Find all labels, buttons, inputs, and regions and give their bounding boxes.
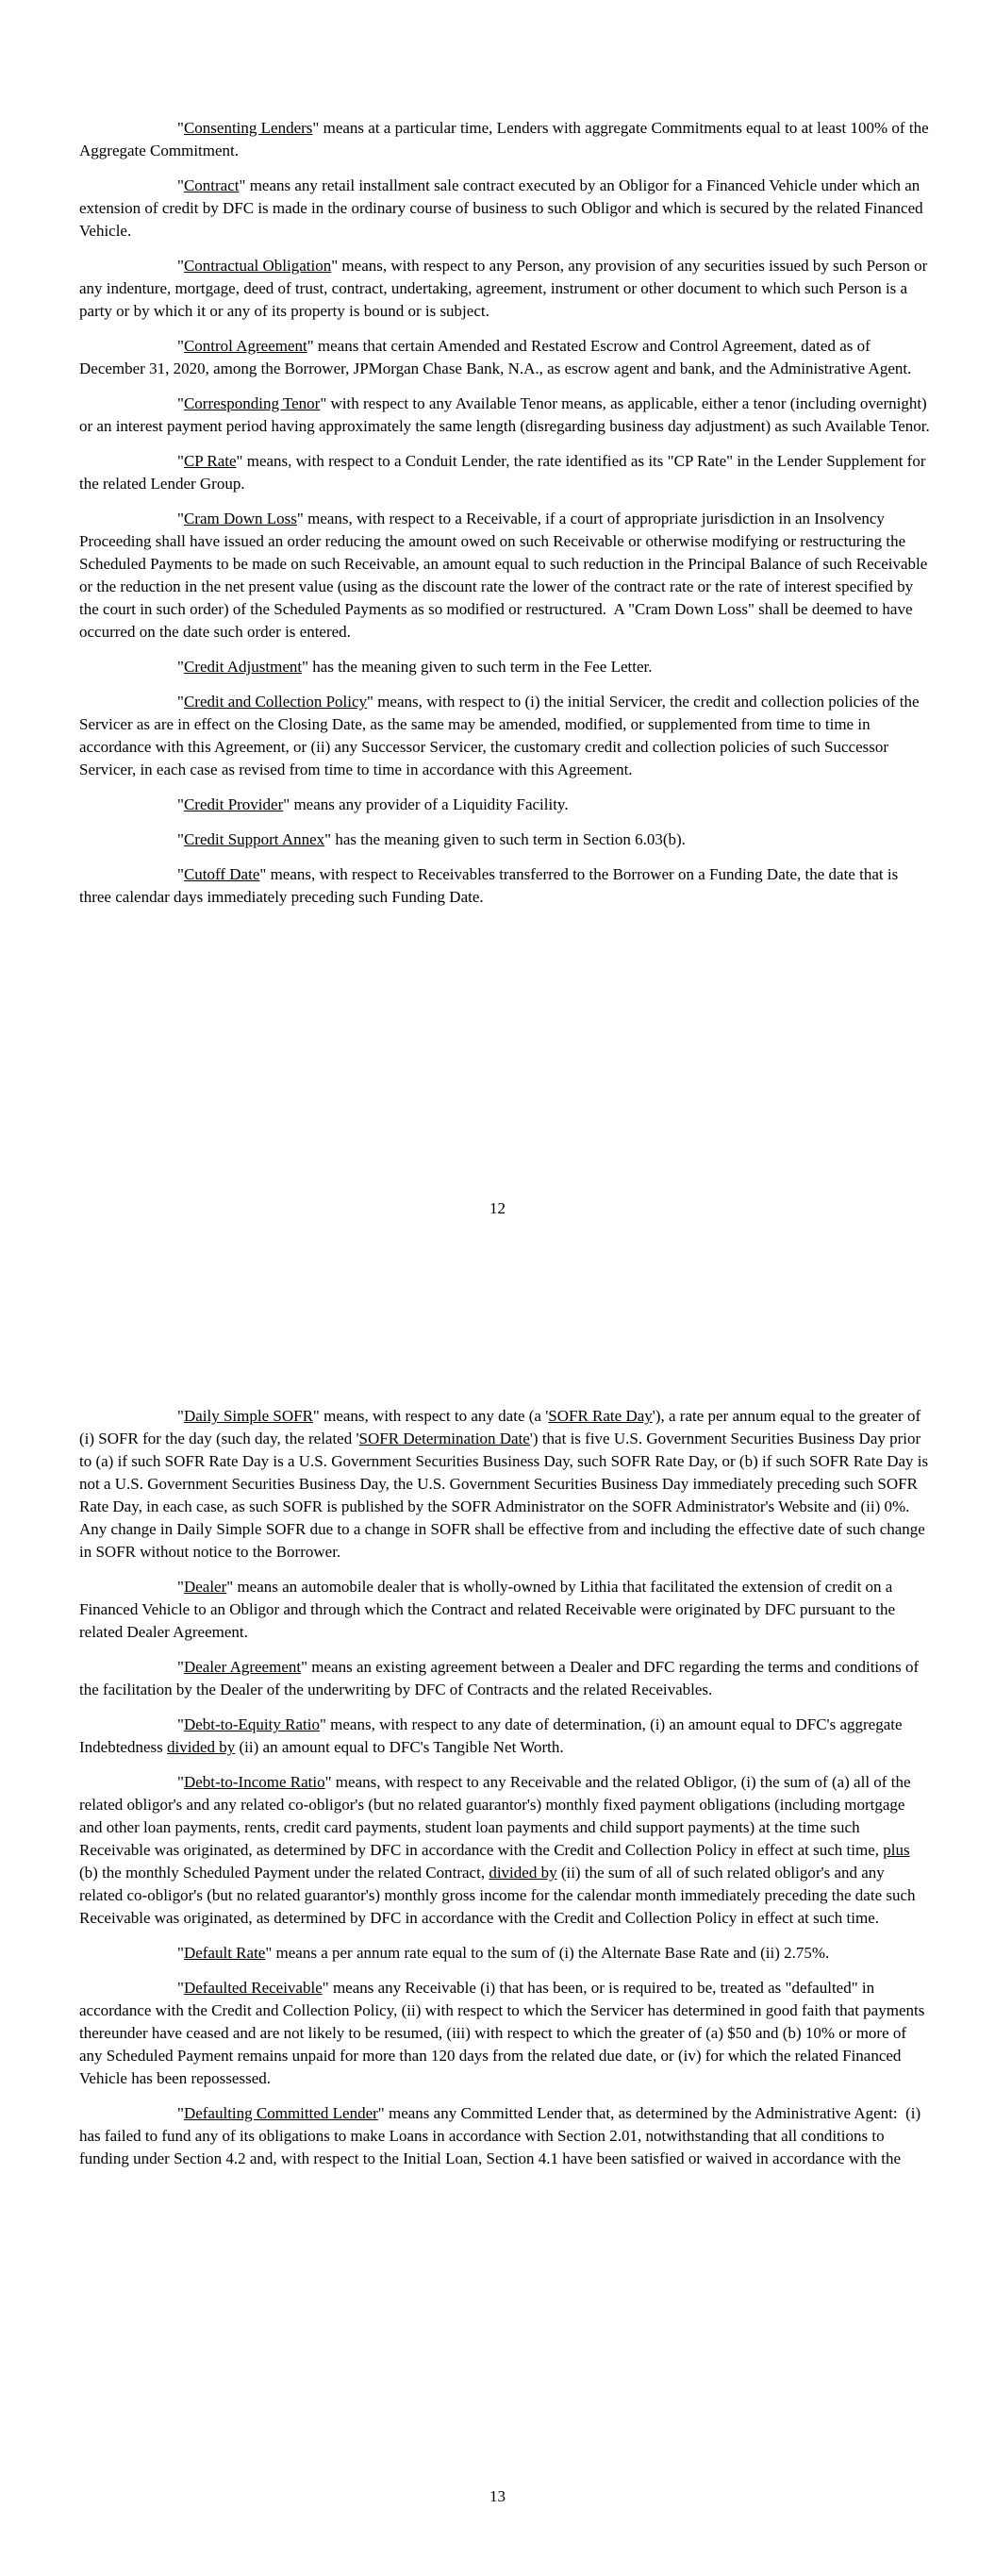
paragraph-text: "	[177, 337, 184, 355]
defined-term: Consenting Lenders	[183, 119, 313, 137]
paragraph-text: "	[177, 1944, 184, 1962]
defined-term: Dealer Agreement	[183, 1658, 302, 1676]
paragraph-text: "	[177, 795, 184, 813]
definition-paragraph	[79, 2102, 931, 2170]
definition-paragraph	[79, 1977, 931, 2090]
definition-paragraph	[79, 1942, 931, 1965]
paragraph-text: "	[177, 2104, 184, 2122]
paragraph-text: " means an automobile dealer that is wholly-owned by Lithia that facilitated the extension of credit on a Financed Vehicle to an Obligor and through which the Contract and related Receivable were originated by DFC pursuant to the related Dealer Agreement.	[79, 1578, 900, 1641]
definition-paragraph	[79, 691, 931, 781]
paragraph-text: '), a rate per annum equal to the greater of (i) SOFR for the day (such day, the related '	[79, 1407, 925, 1447]
paragraph-text: " means, with respect to a Conduit Lender, the rate identified as its "CP Rate" in the Lender Supplement for the related Lender Group.	[79, 452, 930, 493]
paragraph-text: " means at a particular time, Lenders with aggregate Commitments equal to at least 100% of the Aggregate Commitment.	[79, 119, 932, 159]
paragraph-text: (ii) an amount equal to DFC's Tangible Net Worth.	[235, 1738, 564, 1756]
definition-paragraph	[79, 393, 931, 438]
defined-term: Credit Adjustment	[183, 658, 303, 676]
paragraph-text: " means any Receivable (i) that has been, or is required to be, treated as "defaulted" in accordance with the Credit and Collection Policy, (ii) with respect to which the Servicer has determined in good faith that payments thereunder have ceased and are not likely to be resumed, (iii) with respect to which the greater of (a) $50 and (b) 10% or more of any Scheduled Payment remains unpaid for more than 120 days from the related due date, or (iv) for which the related Financed Vehicle has been repossessed.	[79, 1979, 929, 2087]
definition-paragraph	[79, 794, 931, 816]
paragraph-text: " means, with respect to any Person, any provision of any securities issued by such Person or any indenture, mortgage, deed of trust, contract, undertaking, agreement, instrument or other document to which such Person is a party or by which it or any of its property is bound or is subject.	[79, 257, 932, 320]
paragraph-text: " means any Committed Lender that, as determined by the Administrative Agent: (i) has failed to fund any of its obligations to make Loans in accordance with Section 2.01, notwithstanding that all conditions to funding under Section 4.2 and, with respect to the Initial Loan, Section 4.1 have been satisfied or waived in accordance with the	[79, 2104, 925, 2167]
definition-paragraph	[79, 828, 931, 851]
defined-term: Dealer	[183, 1578, 227, 1596]
defined-term: Daily Simple SOFR	[183, 1407, 313, 1425]
paragraph-text: " means, with respect to Receivables transferred to the Borrower on a Funding Date, the date that is three calendar days immediately preceding such Funding Date.	[79, 865, 903, 906]
defined-term: CP Rate	[183, 452, 237, 470]
defined-term: Credit and Collection Policy	[183, 693, 368, 711]
definition-paragraph	[79, 863, 931, 909]
paragraph-text: (b) the monthly Scheduled Payment under the related Contract,	[79, 1841, 914, 1882]
paragraph-text: (ii) the sum of all of such related obligor's and any related co-obligor's (but no related guarantor's) monthly gross income for the calendar month immediately preceding the date such Receivable was originated, as determined by DFC in accordance with the Credit and Collection Policy in effect at such time.	[79, 1864, 920, 1927]
paragraph-text: "	[177, 176, 184, 194]
paragraph-text: " means, with respect to a Receivable, if a court of appropriate jurisdiction in an Insolvency Proceeding shall have issued an order reducing the amount owed on such Receivable or otherwise modifying or restructuring the Scheduled Payments to be made on such Receivable, an amount equal to such reduction in the Principal Balance of such Receivable or the reduction in the net present value (using as the discount rate the lower of the contract rate or the rate of interest specified by the court in such order) of the Scheduled Payments as so modified or restructured. A "Cram Down Loss" shall be deemed to have occurred on the date such order is entered.	[79, 510, 932, 641]
paragraph-text: "	[177, 452, 184, 470]
paragraph-text: " means a per annum rate equal to the sum of (i) the Alternate Base Rate and (ii) 2.75%.	[265, 1944, 830, 1962]
defined-term: Contractual Obligation	[183, 257, 332, 275]
paragraph-text: "	[177, 693, 184, 711]
defined-term: SOFR Determination Date	[358, 1430, 530, 1447]
paragraph-text: "	[177, 830, 184, 848]
defined-term: Credit Provider	[183, 795, 284, 813]
paragraph-text: "	[177, 510, 184, 527]
paragraph-text: "	[177, 865, 184, 883]
definition-paragraph	[79, 1405, 931, 1564]
defined-term: Contract	[183, 176, 240, 194]
paragraph-text: " has the meaning given to such term in the Fee Letter.	[302, 658, 653, 676]
defined-term: SOFR Rate Day	[548, 1407, 653, 1425]
paragraph-text: " has the meaning given to such term in Section 6.03(b).	[324, 830, 686, 848]
paragraph-text: " means that certain Amended and Restated Escrow and Control Agreement, dated as of December 31, 2020, among the Borrower, JPMorgan Chase Bank, N.A., as escrow agent and bank, and the Administrative Agent.	[79, 337, 912, 377]
paragraph-text: "	[177, 1578, 184, 1596]
document-page	[0, 1288, 995, 2576]
defined-term: Cutoff Date	[183, 865, 260, 883]
paragraph-text: " means any provider of a Liquidity Facility.	[283, 795, 569, 813]
definition-paragraph	[79, 1714, 931, 1759]
definition-paragraph	[79, 255, 931, 323]
definition-paragraph	[79, 1656, 931, 1701]
page-number: 12	[489, 1199, 506, 1217]
defined-term: divided by	[167, 1738, 236, 1756]
defined-term: divided by	[489, 1864, 557, 1882]
paragraph-text: "	[177, 257, 184, 275]
paragraph-text: " means, with respect to any date (a '	[312, 1407, 549, 1425]
defined-term: Debt-to-Equity Ratio	[183, 1715, 320, 1733]
definition-paragraph	[79, 117, 931, 162]
paragraph-text: " means an existing agreement between a Dealer and DFC regarding the terms and conditions of the facilitation by the Dealer of the underwriting by DFC of Contracts and the related Receivables.	[79, 1658, 923, 1698]
paragraph-text: "	[177, 394, 184, 412]
defined-term: Defaulted Receivable	[183, 1979, 323, 1997]
paragraph-text: " with respect to any Available Tenor means, as applicable, either a tenor (including overnight) or an interest payment period having approximately the same length (disregarding business day adjustment) as such Available Tenor.	[79, 394, 931, 435]
paragraph-text: "	[177, 658, 184, 676]
paragraph-text: ') that is five U.S. Government Securities Business Day prior to (a) if such SOFR Rate Day is a U.S. Government Securities Business Day, such SOFR Rate Day, or (b) if such SOFR Rate Day is not a U.S. Government Securities Business Day, the U.S. Government Securities Business Day immediately preceding such SOFR Rate Day, in each case, as such SOFR is published by the SOFR Administrator on the SOFR Administrator's Website and (ii) 0%. Any change in Daily Simple SOFR due to a change in SOFR shall be effective from and including the effective date of such change in SOFR without notice to the Borrower.	[79, 1430, 933, 1561]
paragraph-text: " means, with respect to any date of determination, (i) an amount equal to DFC's aggregate Indebtedness	[79, 1715, 906, 1756]
paragraph-text: " means, with respect to (i) the initial Servicer, the credit and collection policies of the Servicer as are in effect on the Closing Date, as the same may be amended, modified, or supplemented from time to time in accordance with this Agreement, or (ii) any Successor Servicer, the customary credit and collection policies of such Successor Servicer, in each case as revised from time to time in accordance with this Agreement.	[79, 693, 923, 778]
paragraph-text: " means, with respect to any Receivable and the related Obligor, (i) the sum of (a) all of the related obligor's and any related co-obligor's (but no related guarantor's) monthly fixed payment obligations (including mortgage and other loan payments, rents, credit card payments, student loan payments and child support payments) at the time such Receivable was originated, as determined by DFC in accordance with the Credit and Collection Policy in effect at such time,	[79, 1773, 915, 1859]
definition-paragraph	[79, 1576, 931, 1644]
defined-term: Corresponding Tenor	[183, 394, 321, 412]
defined-term: Cram Down Loss	[183, 510, 297, 527]
paragraph-text: "	[177, 1715, 184, 1733]
paragraph-text: "	[177, 119, 184, 137]
defined-term: Defaulting Committed Lender	[183, 2104, 378, 2122]
paragraph-text: "	[177, 1979, 184, 1997]
definition-paragraph	[79, 450, 931, 495]
defined-term: Default Rate	[183, 1944, 266, 1962]
paragraph-text: "	[177, 1773, 184, 1791]
paragraph-text: " means any retail installment sale contract executed by an Obligor for a Financed Vehicle under which an extension of credit by DFC is made in the ordinary course of business to such Obligor and which is secured by the related Financed Vehicle.	[79, 176, 927, 240]
definition-paragraph	[79, 175, 931, 243]
definition-paragraph	[79, 1771, 931, 1930]
page-number: 13	[489, 2487, 506, 2505]
definition-paragraph	[79, 508, 931, 644]
definition-paragraph	[79, 335, 931, 380]
definition-paragraph	[79, 656, 931, 678]
defined-term: Credit Support Annex	[183, 830, 325, 848]
defined-term: Control Agreement	[183, 337, 307, 355]
paragraph-text: "	[177, 1407, 184, 1425]
defined-term: Debt-to-Income Ratio	[183, 1773, 325, 1791]
defined-term: plus	[883, 1841, 910, 1859]
paragraph-text: "	[177, 1658, 184, 1676]
